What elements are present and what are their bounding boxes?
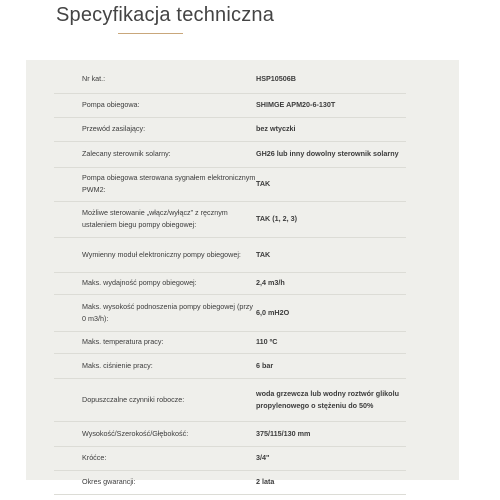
spec-row-power-cable — [54, 117, 406, 141]
spec-row-fluids — [54, 378, 406, 421]
spec-label: Dopuszczalne czynniki robocze: — [54, 378, 256, 421]
spec-label: Króćce: — [54, 446, 256, 470]
spec-value: 6 bar — [256, 353, 406, 378]
spec-row-solar-controller — [54, 141, 406, 167]
spec-value: 110 ºC — [256, 331, 406, 353]
spec-row-max-pressure — [54, 353, 406, 378]
spec-value: SHIMGE APM20-6-130T — [256, 93, 406, 117]
spec-row-max-temp — [54, 331, 406, 353]
spec-value: bez wtyczki — [256, 117, 406, 141]
spec-table — [54, 66, 406, 495]
spec-value: 2,4 m3/h — [256, 272, 406, 294]
page-title: Specyfikacja techniczna — [56, 4, 275, 26]
spec-label: Maks. wydajność pompy obiegowej: — [54, 272, 256, 294]
spec-label: Okres gwarancji: — [54, 470, 256, 494]
spec-row-connectors — [54, 446, 406, 470]
spec-value: TAK — [256, 167, 406, 201]
spec-label: Maks. ciśnienie pracy: — [54, 353, 256, 378]
spec-row-warranty — [54, 470, 406, 494]
spec-value: 6,0 mH2O — [256, 294, 406, 331]
spec-row-on-off-control — [54, 201, 406, 237]
spec-label: Nr kat.: — [54, 66, 256, 93]
spec-value: TAK (1, 2, 3) — [256, 201, 406, 237]
spec-label: Maks. wysokość podnoszenia pompy obiegowej (przy 0 m3/h): — [54, 294, 256, 331]
spec-row-max-flow — [54, 272, 406, 294]
spec-label: Możliwe sterowanie „włącz/wyłącz” z ręcznym ustaleniem biegu pompy obiegowej: — [54, 201, 256, 237]
spec-value: HSP10506B — [256, 66, 406, 93]
spec-value: woda grzewcza lub wodny roztwór glikolu propylenowego o stężeniu do 50% — [256, 378, 406, 421]
spec-label: Zalecany sterownik solarny: — [54, 141, 256, 167]
title-underline — [118, 33, 183, 34]
spec-row-catalog-number — [54, 66, 406, 93]
spec-label: Wymienny moduł elektroniczny pompy obiegowej: — [54, 237, 256, 272]
spec-label: Przewód zasilający: — [54, 117, 256, 141]
spec-label: Pompa obiegowa: — [54, 93, 256, 117]
spec-label: Pompa obiegowa sterowana sygnałem elektronicznym PWM2: — [54, 167, 256, 201]
spec-row-pump — [54, 93, 406, 117]
spec-row-dimensions — [54, 421, 406, 446]
spec-label: Wysokość/Szerokość/Głębokość: — [54, 421, 256, 446]
spec-value: 2 lata — [256, 470, 406, 494]
spec-value: TAK — [256, 237, 406, 272]
spec-value: 3/4" — [256, 446, 406, 470]
spec-row-pwm2 — [54, 167, 406, 201]
spec-row-module — [54, 237, 406, 272]
spec-row-max-head — [54, 294, 406, 331]
spec-label: Maks. temperatura pracy: — [54, 331, 256, 353]
spec-value: 375/115/130 mm — [256, 421, 406, 446]
spec-value: GH26 lub inny dowolny sterownik solarny — [256, 141, 406, 167]
